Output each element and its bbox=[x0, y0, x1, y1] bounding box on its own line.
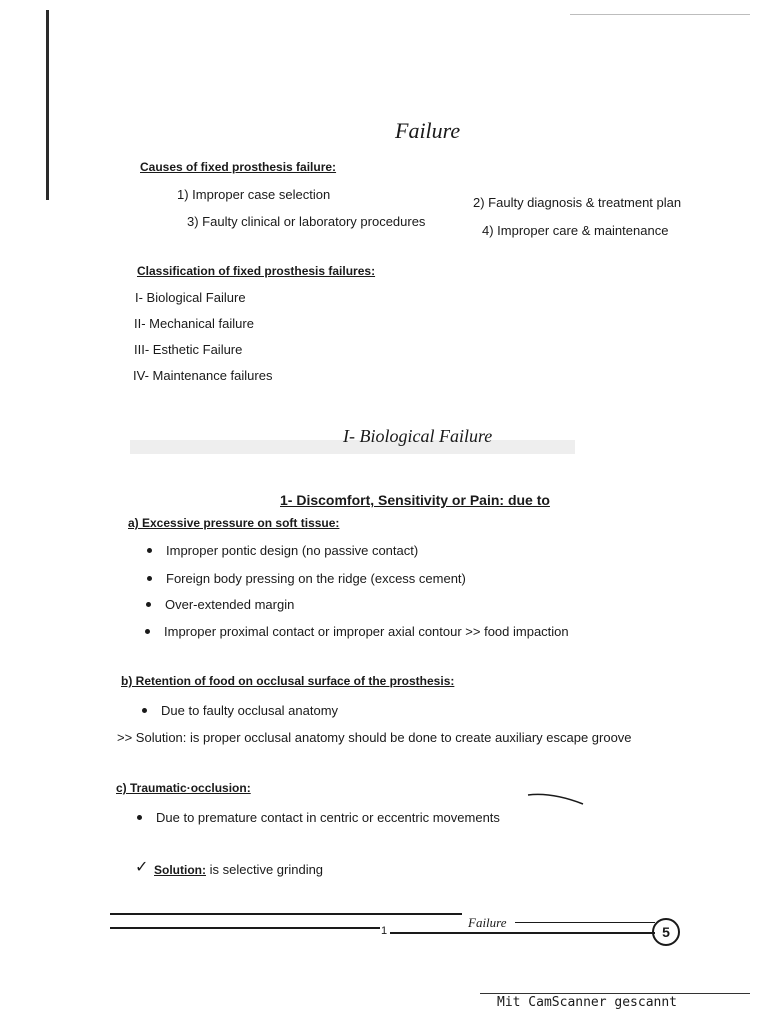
scan-artifact-line bbox=[570, 14, 750, 15]
classification-item: II- Mechanical failure bbox=[134, 316, 254, 331]
cause-item: 4) Improper care & maintenance bbox=[482, 223, 669, 238]
classification-heading: Classification of fixed prosthesis failures: bbox=[137, 264, 376, 278]
classification-item: III- Esthetic Failure bbox=[134, 342, 243, 357]
solution-label: Solution: bbox=[154, 863, 206, 877]
footer-rule-bottom bbox=[110, 927, 380, 929]
sub-b-heading: b) Retention of food on occlusal surface of the prosthesis: bbox=[121, 674, 455, 688]
footer-rule-top bbox=[110, 913, 462, 915]
bullet-item: Improper proximal contact or improper axial contour >> food impaction bbox=[145, 624, 569, 639]
causes-heading: Causes of fixed prosthesis failure: bbox=[140, 160, 337, 174]
pen-stroke bbox=[527, 789, 584, 807]
sub-c-solution bbox=[154, 862, 323, 877]
bullet-item: Foreign body pressing on the ridge (excess cement) bbox=[147, 571, 466, 586]
bullet-item: Due to premature contact in centric or eccentric movements bbox=[137, 810, 500, 825]
bullet-item: Due to faulty occlusal anatomy bbox=[142, 703, 338, 718]
cause-item: 3) Faulty clinical or laboratory procedures bbox=[187, 214, 426, 229]
sub-c-heading: c) Traumatic·occlusion: bbox=[116, 781, 251, 795]
checkmark-icon: ✓ bbox=[135, 859, 149, 876]
footer-rule-bottom-right bbox=[390, 932, 655, 934]
page-title: Failure bbox=[395, 118, 461, 143]
section-title: I- Biological Failure bbox=[343, 426, 493, 446]
scanner-watermark: Mit CamScanner gescannt bbox=[497, 995, 678, 1010]
footer-rule-right bbox=[515, 922, 655, 923]
cause-item: 1) Improper case selection bbox=[177, 187, 331, 202]
page-circle-badge: 5 bbox=[652, 918, 680, 946]
bullet-item: Over-extended margin bbox=[146, 597, 294, 612]
footer-label: Failure bbox=[468, 915, 507, 930]
classification-item: IV- Maintenance failures bbox=[133, 368, 273, 383]
sub-b-solution: >> Solution: is proper occlusal anatomy should be done to create auxiliary escape groove bbox=[117, 730, 632, 745]
bullet-item: Improper pontic design (no passive contact) bbox=[147, 543, 418, 558]
scanner-rule bbox=[480, 993, 750, 994]
solution-text: is selective grinding bbox=[205, 862, 324, 877]
footer-page-number: 1 bbox=[381, 925, 388, 937]
sub-a-heading: a) Excessive pressure on soft tissue: bbox=[128, 516, 340, 530]
classification-item: I- Biological Failure bbox=[135, 290, 246, 305]
subsection-title: 1- Discomfort, Sensitivity or Pain: due to bbox=[280, 492, 550, 508]
cause-item: 2) Faulty diagnosis & treatment plan bbox=[473, 195, 682, 210]
scan-edge bbox=[46, 10, 49, 200]
